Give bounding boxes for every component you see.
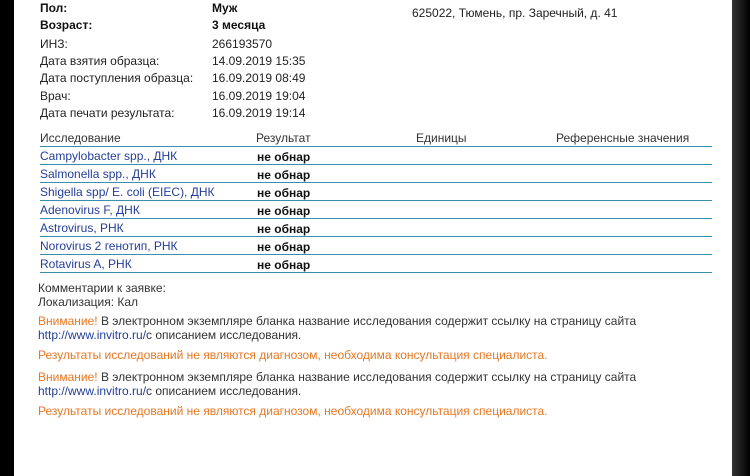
doctor-value: 16.09.2019 19:04	[212, 89, 306, 103]
print-date-value: 16.09.2019 19:14	[212, 106, 306, 120]
test-link-campylobacter[interactable]: Campylobacter spp., ДНК	[40, 149, 178, 163]
notice-link-suffix: с описанием исследования.	[146, 328, 302, 342]
sex-value: Муж	[212, 1, 238, 15]
screen-edge	[732, 0, 750, 476]
result-value: не обнар	[257, 258, 311, 272]
invitro-link[interactable]: http://www.invitro.ru/	[38, 328, 147, 342]
test-link-astrovirus[interactable]: Astrovirus, РНК	[40, 221, 124, 235]
sample-received-label: Дата поступления образца:	[40, 71, 194, 85]
comments-header: Комментарии к заявке:	[38, 281, 166, 295]
notice-text: В электронном экземпляре бланка название исследования содержит ссылку на страницу сайта	[97, 314, 637, 328]
invitro-link[interactable]: http://www.invitro.ru/	[38, 384, 147, 398]
attention-label: Внимание!	[38, 314, 98, 328]
sample-received-value: 16.09.2019 08:49	[212, 71, 306, 85]
notice-line	[38, 314, 636, 328]
localization-text: Локализация: Кал	[38, 295, 139, 309]
row-divider	[40, 164, 712, 165]
sample-taken-label: Дата взятия образца:	[40, 54, 160, 68]
notice-link-line	[38, 384, 301, 398]
age-label: Возраст:	[40, 18, 93, 32]
disclaimer-text: Результаты исследований не являются диагнозом, необходима консультация специалиста.	[38, 348, 548, 362]
test-link-norovirus[interactable]: Norovirus 2 генотип, РНК	[40, 239, 178, 253]
test-link-shigella[interactable]: Shigella spp/ E. coli (EIEC), ДНК	[40, 185, 215, 199]
row-divider	[40, 272, 712, 273]
result-value: не обнар	[257, 150, 311, 164]
col-header-reference: Референсные значения	[556, 131, 690, 145]
inz-label: ИНЗ:	[40, 37, 68, 51]
doctor-label: Врач:	[40, 89, 71, 103]
row-divider	[40, 254, 712, 255]
result-value: не обнар	[257, 186, 311, 200]
row-divider	[40, 200, 712, 201]
table-header-divider	[40, 146, 712, 147]
test-link-salmonella[interactable]: Salmonella spp., ДНК	[40, 167, 156, 181]
sample-taken-value: 14.09.2019 15:35	[212, 54, 306, 68]
result-value: не обнар	[257, 222, 311, 236]
attention-label: Внимание!	[38, 370, 98, 384]
row-divider	[40, 182, 712, 183]
row-divider	[40, 218, 712, 219]
print-date-label: Дата печати результата:	[40, 106, 175, 120]
result-value: не обнар	[257, 204, 311, 218]
inz-value: 266193570	[212, 37, 273, 51]
notice-line	[38, 370, 636, 384]
age-value: 3 месяца	[212, 18, 266, 32]
disclaimer-text: Результаты исследований не являются диагнозом, необходима консультация специалиста.	[38, 404, 548, 418]
col-header-result: Результат	[256, 131, 311, 145]
result-value: не обнар	[257, 240, 311, 254]
test-link-adenovirus[interactable]: Adenovirus F, ДНК	[40, 203, 140, 217]
notice-link-line	[38, 328, 301, 342]
sex-label: Пол:	[40, 1, 68, 15]
report-sheet	[14, 0, 732, 476]
notice-link-suffix: с описанием исследования.	[146, 384, 302, 398]
test-link-rotavirus[interactable]: Rotavirus A, РНК	[40, 257, 132, 271]
lab-address: 625022, Тюмень, пр. Заречный, д. 41	[412, 6, 618, 20]
col-header-units: Единицы	[416, 131, 467, 145]
notice-text: В электронном экземпляре бланка название исследования содержит ссылку на страницу сайта	[97, 370, 637, 384]
col-header-test: Исследование	[40, 131, 121, 145]
row-divider	[40, 236, 712, 237]
result-value: не обнар	[257, 168, 311, 182]
